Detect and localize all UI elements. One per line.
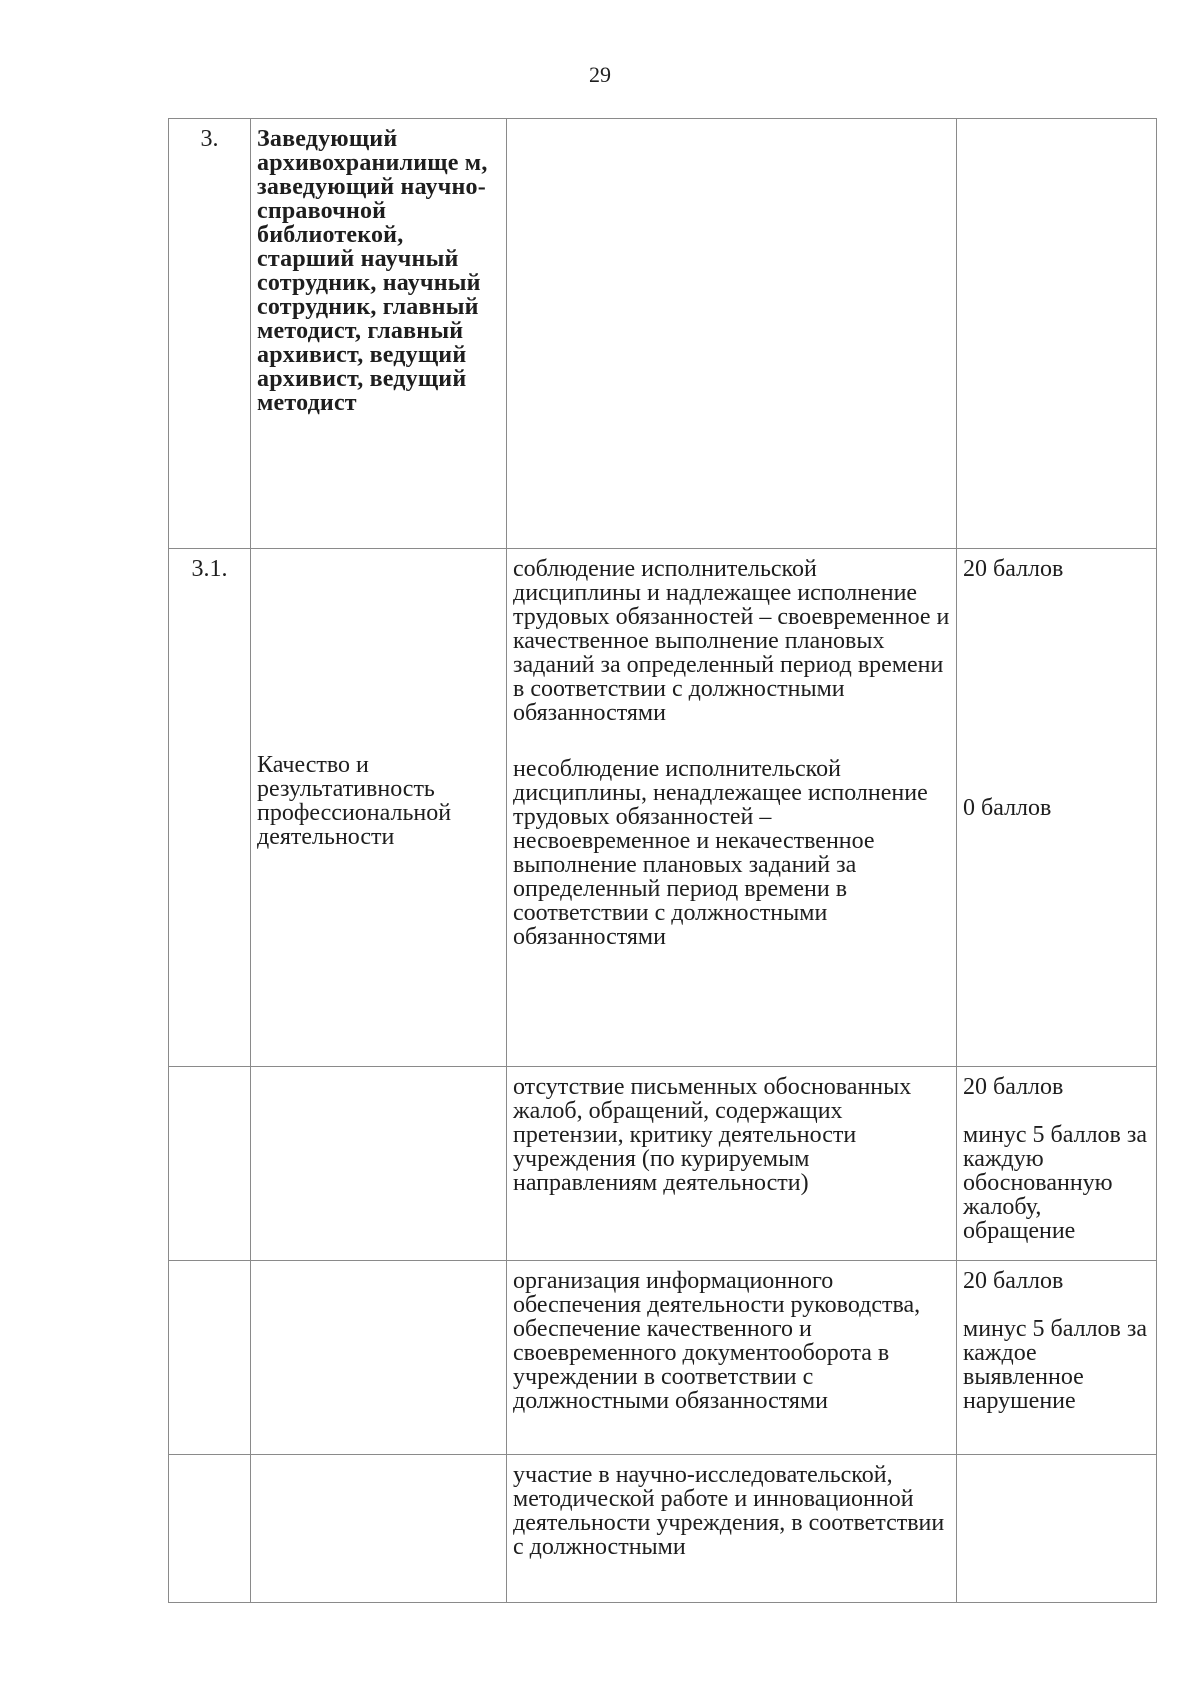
score-cell [957,1067,1157,1261]
row-number [169,1455,251,1603]
criterion-cell: организация информационного обеспечения деятельности руководства, обеспечение качественного и своевременного документооборота в учреждении в соответствии с должностными обязанностями [507,1261,957,1455]
indicator-cell [251,549,507,1067]
score-cell [957,549,1157,1067]
criteria-table [168,118,1157,1603]
indicator-label: Качество и результативность профессиональной деятельности [257,752,452,850]
table-row [169,1455,1157,1603]
spacer [513,725,950,757]
criterion-text: несоблюдение исполнительской дисциплины, ненадлежащее исполнение трудовых обязанностей – несвоевременное и некачественное выполнение плановых заданий за определенный период времени в соответствии с должностными обязанностями [513,756,928,950]
indicator-cell [251,1067,507,1261]
criterion-cell [507,119,957,549]
table-row [169,1067,1157,1261]
score-value: 20 баллов [963,556,1064,582]
score-value: 20 баллов [963,1074,1064,1100]
position-title [251,119,507,549]
row-number: 3.1. [169,549,251,1067]
score-cell [957,1455,1157,1603]
row-number [169,1261,251,1455]
row-number [169,1067,251,1261]
score-value: 20 баллов [963,1268,1064,1294]
criterion-cell: отсутствие письменных обоснованных жалоб, обращений, содержащих претензии, критику деятельности учреждения (по курируемым направлениям деятельности) [507,1067,957,1261]
criterion-cell: участие в научно-исследовательской, методической работе и инновационной деятельности учреждения, в соответствии с должностными [507,1455,957,1603]
score-penalty: минус 5 баллов за каждое выявленное нарушение [963,1316,1148,1414]
criterion-cell [507,549,957,1067]
criterion-text: соблюдение исполнительской дисциплины и надлежащее исполнение трудовых обязанностей – своевременное и качественное выполнение плановых заданий за определенный период времени в соответствии с должностными обязанностями [513,556,950,726]
score-cell [957,1261,1157,1455]
page-number: 29 [589,62,611,87]
position-title-text: Заведующий архивохранилище м, заведующий научно-справочной библиотекой, старший научный сотрудник, научный сотрудник, главный методист, главный архивист, ведущий архивист, ведущий методист [257,126,488,416]
score-value: 0 баллов [963,795,1052,821]
table-row [169,1261,1157,1455]
table-row [169,119,1157,549]
indicator-cell [251,1261,507,1455]
score-cell [957,119,1157,549]
row-number: 3. [169,119,251,549]
indicator-cell [251,1455,507,1603]
score-penalty: минус 5 баллов за каждую обоснованную жалобу, обращение [963,1122,1148,1244]
table-row [169,549,1157,1067]
